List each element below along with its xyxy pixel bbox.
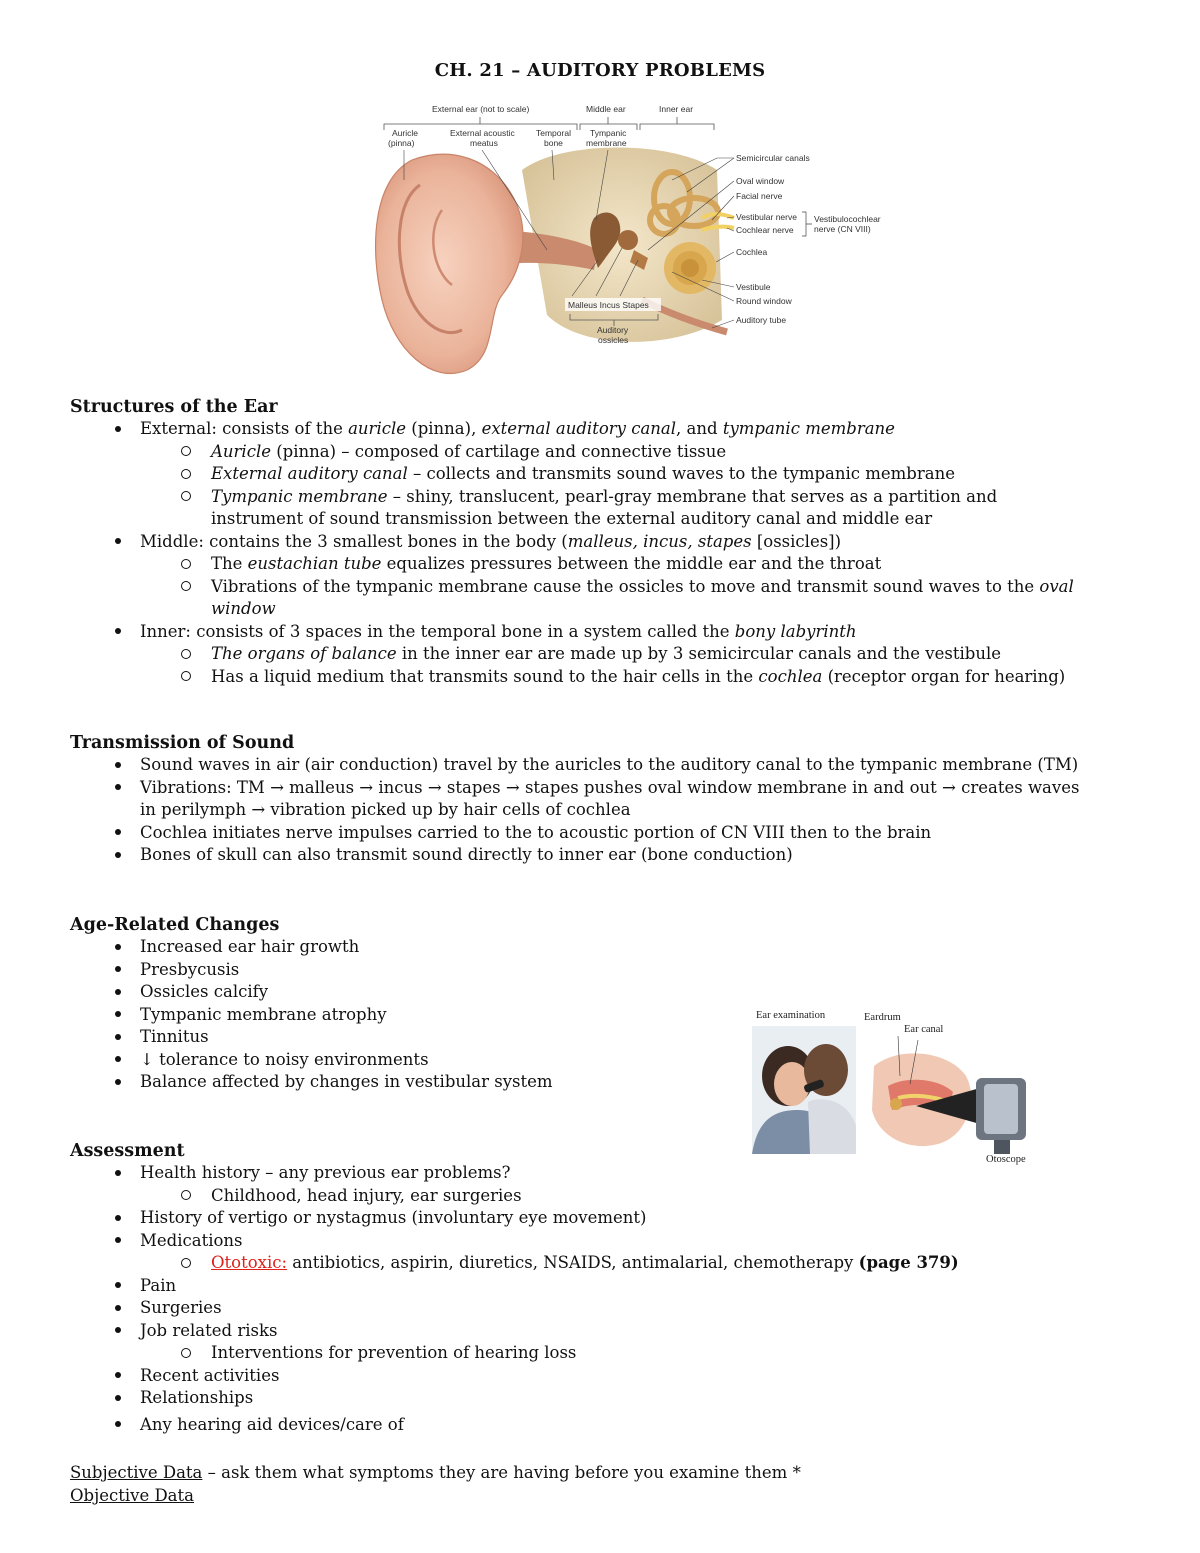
page-title: CH. 21 – AUDITORY PROBLEMS <box>434 60 766 81</box>
list-subitem-ototoxic: Ototoxic: antibiotics, aspirin, diuretics, NSAIDS, antimalarial, chemotherapy (page 379) <box>70 1252 1160 1275</box>
bullet-icon <box>115 989 121 995</box>
list-subitem-tympanic: Tympanic membrane – shiny, translucent, pearl-gray membrane that serves as a partition and <box>70 486 1160 509</box>
list-item: Increased ear hair growth <box>70 936 730 959</box>
list-item-pain: Pain <box>70 1275 1160 1298</box>
label-semicircular-canals: Semicircular canals <box>736 153 810 163</box>
bullet-icon <box>115 944 121 950</box>
subjective-data-line: Subjective Data – ask them what symptoms they are having before you examine them * <box>70 1463 801 1482</box>
list-subitem-tympanic-cont: instrument of sound transmission between the external auditory canal and middle ear <box>211 509 933 528</box>
label-oval-window: Oval window <box>736 176 785 186</box>
section-assessment <box>70 1140 1160 1436</box>
label-otoscope: Otoscope <box>986 1154 1026 1165</box>
list-item: ↓ tolerance to noisy environments <box>70 1049 730 1072</box>
list-item: Tinnitus <box>70 1026 730 1049</box>
bracket-inner <box>640 117 714 130</box>
list-subitem-eustachian: The eustachian tube equalizes pressures between the middle ear and the throat <box>70 553 1160 576</box>
list-subitem-organs: The organs of balance in the inner ear are made up by 3 semicircular canals and the vestibule <box>70 643 1160 666</box>
subjective-data-label: Subjective Data <box>70 1463 203 1482</box>
section-age-related <box>70 914 730 1094</box>
sub-bullet-icon <box>181 581 191 591</box>
sub-bullet-icon <box>181 649 191 659</box>
list-subitem-interventions: Interventions for prevention of hearing loss <box>70 1342 1160 1365</box>
list-subitem-auricle: Auricle (pinna) – composed of cartilage and connective tissue <box>70 441 1160 464</box>
list-item-recent: Recent activities <box>70 1365 1160 1388</box>
label-cochlea: Cochlea <box>736 247 768 257</box>
list-subitem-liquid: Has a liquid medium that transmits sound to the hair cells in the cochlea (receptor organ for hearing) <box>70 666 1160 689</box>
bullet-icon <box>115 1282 121 1288</box>
heading-age-related: Age-Related Changes <box>70 915 280 935</box>
list-subitem-canal: External auditory canal – collects and transmits sound waves to the tympanic membrane <box>70 463 1160 486</box>
sub-bullet-icon <box>181 446 191 456</box>
label-facial-nerve: Facial nerve <box>736 191 783 201</box>
label-vestibular-nerve: Vestibular nerve <box>736 212 797 222</box>
label-auditory-ossicles-2: ossicles <box>598 335 629 345</box>
label-vestibule: Vestibule <box>736 282 771 292</box>
label-vestibulocochlear: Vestibulocochlear <box>814 214 881 224</box>
bullet-icon <box>115 1421 121 1427</box>
bullet-icon <box>115 784 121 790</box>
bullet-icon <box>115 1237 121 1243</box>
label-auricle-pinna: (pinna) <box>388 138 415 148</box>
label-meatus: External acoustic <box>450 128 515 138</box>
list-item-relationships: Relationships <box>70 1387 1160 1410</box>
label-eardrum: Eardrum <box>864 1012 901 1023</box>
section-structures <box>70 396 1160 688</box>
label-round-window: Round window <box>736 296 792 306</box>
sub-bullet-icon <box>181 1258 191 1268</box>
bullet-icon <box>115 1372 121 1378</box>
cochlea-shape <box>664 242 716 294</box>
bullet-icon <box>115 1011 121 1017</box>
list-subitem-vibrations-cont: window <box>211 599 276 618</box>
sub-bullet-icon <box>181 1190 191 1200</box>
bullet-icon <box>115 1079 121 1085</box>
bullet-icon <box>115 628 121 634</box>
list-item: Tympanic membrane atrophy <box>70 1004 730 1027</box>
bullet-icon <box>115 1034 121 1040</box>
bullet-icon <box>115 1215 121 1221</box>
bullet-icon <box>115 829 121 835</box>
bullet-icon <box>115 1395 121 1401</box>
bullet-icon <box>115 1305 121 1311</box>
label-tympanic-membrane: Tympanic <box>590 128 627 138</box>
label-auditory-ossicles: Auditory <box>597 325 629 335</box>
label-tympanic-membrane-2: membrane <box>586 138 627 148</box>
sub-bullet-icon <box>181 671 191 681</box>
label-temporal-bone: Temporal <box>536 128 571 138</box>
heading-structures: Structures of the Ear <box>70 397 278 417</box>
list-item: Balance affected by changes in vestibular system <box>70 1071 730 1094</box>
heading-assessment: Assessment <box>70 1141 185 1161</box>
ear-examination-scene <box>752 1026 856 1154</box>
label-auricle: Auricle <box>392 128 418 138</box>
label-meatus-2: meatus <box>470 138 498 148</box>
bullet-icon <box>115 1327 121 1333</box>
ototoxic-label: Ototoxic: <box>211 1253 288 1272</box>
list-item: Bones of skull can also transmit sound directly to inner ear (bone conduction) <box>70 844 1160 867</box>
bullet-icon <box>115 1170 121 1176</box>
label-inner-ear: Inner ear <box>659 104 694 114</box>
page-reference: (page 379) <box>858 1253 959 1272</box>
label-ear-canal: Ear canal <box>904 1024 944 1035</box>
nerve-bracket <box>802 212 812 236</box>
list-item: Vibrations: TM → malleus → incus → stapes → stapes pushes oval window membrane in and out → creates waves <box>70 777 1160 800</box>
label-ear-examination: Ear examination <box>756 1010 826 1021</box>
bullet-icon <box>115 538 121 544</box>
list-item-external: External: consists of the auricle (pinna), external auditory canal, and tympanic membrane <box>70 418 1160 441</box>
bullet-icon <box>115 762 121 768</box>
auricle-shape <box>376 154 523 373</box>
list-item-cont: in perilymph → vibration picked up by hair cells of cochlea <box>140 800 631 819</box>
list-item: Presbycusis <box>70 959 730 982</box>
list-item-medications: Medications <box>70 1230 1160 1253</box>
list-item: Sound waves in air (air conduction) travel by the auricles to the auditory canal to the tympanic membrane (TM) <box>70 754 1160 777</box>
list-item-vertigo: History of vertigo or nystagmus (involuntary eye movement) <box>70 1207 1160 1230</box>
heading-transmission: Transmission of Sound <box>70 733 295 753</box>
ear-cutaway-scene <box>872 1036 971 1146</box>
list-item-surgeries: Surgeries <box>70 1297 1160 1320</box>
section-transmission <box>70 732 1160 867</box>
list-subitem-childhood: Childhood, head injury, ear surgeries <box>70 1185 1160 1208</box>
bullet-icon <box>115 1056 121 1062</box>
objective-data-label: Objective Data <box>70 1485 194 1505</box>
list-item-middle: Middle: contains the 3 smallest bones in the body (malleus, incus, stapes [ossicles]) <box>70 531 1160 554</box>
label-temporal-bone-2: bone <box>544 138 563 148</box>
list-item-health-history: Health history – any previous ear problems? <box>70 1162 1160 1185</box>
sub-bullet-icon <box>181 559 191 569</box>
label-cochlear-nerve: Cochlear nerve <box>736 225 794 235</box>
sub-bullet-icon <box>181 469 191 479</box>
list-item-hearing-aid: Any hearing aid devices/care of <box>70 1414 1160 1437</box>
objective-data-line <box>70 1485 1160 1508</box>
bullet-icon <box>115 852 121 858</box>
label-auditory-tube: Auditory tube <box>736 315 787 325</box>
ear-anatomy-figure <box>372 100 902 390</box>
label-vestibulocochlear-2: nerve (CN VIII) <box>814 224 871 234</box>
label-ossicle-names: Malleus Incus Stapes <box>568 300 649 310</box>
list-item: Cochlea initiates nerve impulses carried to the to acoustic portion of CN VIII then to the brain <box>70 822 1160 845</box>
label-external-ear: External ear (not to scale) <box>432 104 530 114</box>
sub-bullet-icon <box>181 491 191 501</box>
section-data <box>70 1462 1160 1507</box>
list-item-job: Job related risks <box>70 1320 1160 1343</box>
bullet-icon <box>115 966 121 972</box>
list-item: Ossicles calcify <box>70 981 730 1004</box>
incus-shape <box>618 230 638 250</box>
list-item-inner: Inner: consists of 3 spaces in the temporal bone in a system called the bony labyrinth <box>70 621 1160 644</box>
sub-bullet-icon <box>181 1348 191 1358</box>
bullet-icon <box>115 426 121 432</box>
label-middle-ear: Middle ear <box>586 104 626 114</box>
list-subitem-vibrations: Vibrations of the tympanic membrane cause the ossicles to move and transmit sound waves to the oval <box>70 576 1160 599</box>
